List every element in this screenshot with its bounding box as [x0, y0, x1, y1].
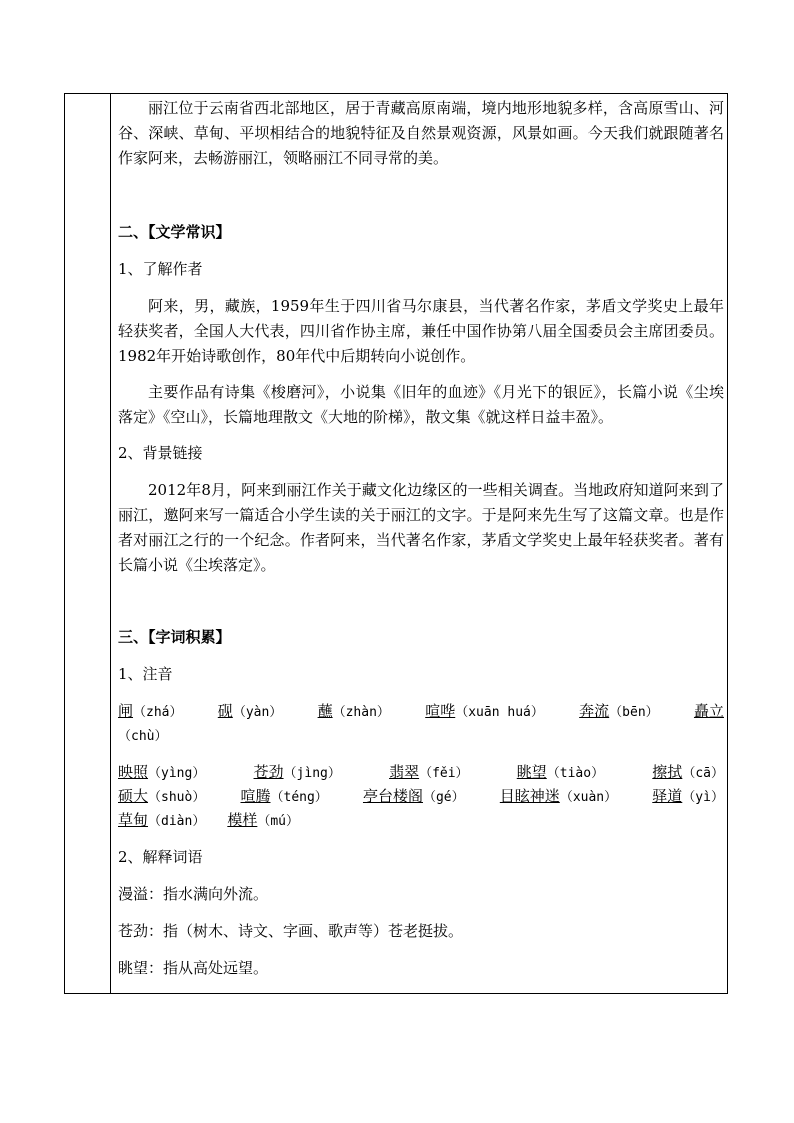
vocab-item: [254, 760, 341, 786]
section2-heading: 二、【文学常识】: [118, 223, 231, 241]
vocab-word: 翡翠: [389, 763, 420, 781]
section2-sub1: 1、了解作者: [118, 260, 203, 278]
vocab-item: [363, 784, 465, 810]
section3-sub1: 1、注音: [118, 665, 173, 683]
background-paragraph: 2012年8月，阿来到丽江作关于藏文化边缘区的一些相关调查。当地政府知道阿来到了丽江，邀阿来写一篇适合小学生读的关于丽江的文字。于是阿来先生写了这篇文章。也是作者对丽江之行的一个纪念。作者阿来，当代著名作家，茅盾文学奖史上最年轻获奖者。著有长篇小说《尘埃落定》。: [118, 481, 724, 574]
vocab-word: 模样: [227, 811, 258, 829]
vocab-word: 眺望: [516, 763, 547, 781]
vocab-word: 硕大: [118, 787, 149, 805]
vocab-pinyin: （cā）: [682, 766, 724, 781]
vocab-item: [118, 699, 183, 725]
vocab-item: [517, 760, 604, 786]
vocab-pinyin: （xuàn）: [559, 790, 618, 805]
section3-heading: 三、【字词积累】: [118, 628, 231, 646]
vocab-pinyin: （shuò）: [148, 790, 206, 805]
intro-paragraph: 丽江位于云南省西北部地区，居于青藏高原南端，境内地形地貌多样，含高原雪山、河谷、深峡、草甸、平坝相结合的地貌特征及自然景观资源，风景如画。今天我们就跟随著名作家阿来，去畅游丽江，领略丽江不同寻常的美。: [118, 99, 724, 167]
vocab-item: [579, 699, 659, 725]
vocab-item: [118, 784, 205, 810]
vocab-pinyin: （tiào）: [546, 766, 605, 781]
vocab-pinyin: （zhá）: [133, 705, 183, 720]
vocab-pinyin: （jìng）: [283, 766, 341, 781]
vocab-pinyin: （bēn）: [609, 705, 659, 720]
vocab-item: [500, 784, 617, 810]
pinyin-row-1: [118, 699, 724, 725]
vocab-pinyin: （yàn）: [232, 705, 283, 720]
vocab-word: 亭台楼阁: [362, 787, 423, 805]
vocab-word: 目眩神迷: [499, 787, 560, 805]
vocab-item: [425, 699, 544, 725]
vocab-pinyin: （fěi）: [419, 766, 469, 781]
vocab-pinyin: （téng）: [270, 790, 328, 805]
vocab-word: 喧腾: [240, 787, 271, 805]
vocab-word: 苍劲: [253, 763, 284, 781]
definition-2: 苍劲：指（树木、诗文、字画、歌声等）苍老挺拔。: [118, 922, 464, 940]
vocab-item: [318, 699, 390, 725]
vocab-pinyin: （zhàn）: [332, 705, 390, 720]
vocab-item: [694, 699, 724, 725]
pinyin-row-3: [118, 784, 724, 810]
vocab-item: [227, 808, 299, 834]
vocab-word: 砚: [217, 702, 233, 720]
vocab-word: 驿道: [652, 787, 683, 805]
section3-sub2: 2、解释词语: [118, 848, 203, 866]
vocab-item: [652, 760, 724, 786]
left-column: [65, 94, 111, 993]
vocab-pinyin: （gé）: [422, 790, 465, 805]
vocab-item: [389, 760, 469, 786]
vocab-word: 蘸: [317, 702, 333, 720]
definition-3: 眺望：指从高处远望。: [118, 959, 269, 977]
vocab-item: [218, 699, 283, 725]
pinyin-row-4: [118, 808, 724, 834]
pinyin-row-2: [118, 760, 724, 786]
vocab-item: [118, 808, 205, 834]
vocab-word: 擦拭: [652, 763, 683, 781]
vocab-pinyin: （yì）: [682, 790, 724, 805]
vocab-word: 矗立: [693, 702, 724, 720]
definition-1: 漫溢：指水满向外流。: [118, 885, 269, 903]
vocab-pinyin: （diàn）: [148, 814, 206, 829]
vocab-word: 喧哗: [425, 702, 456, 720]
vocab-pinyin: （mú）: [257, 814, 299, 829]
author-paragraph-1: 阿来，男，藏族，1959年生于四川省马尔康县，当代著名作家，茅盾文学奖史上最年轻获奖者，全国人大代表，四川省作协主席，兼任中国作协第八届全国委员会主席团委员。1982年开始诗歌创作，80年代中后期转向小说创作。: [118, 297, 724, 365]
vocab-item: [240, 784, 327, 810]
vocab-item: [118, 760, 205, 786]
vocab-pinyin: （xuān huá）: [455, 705, 544, 720]
section2-sub2: 2、背景链接: [118, 444, 203, 462]
vocab-pinyin: （yìng）: [148, 766, 206, 781]
vocab-item: [652, 784, 724, 810]
vocab-word: 草甸: [118, 811, 149, 829]
author-paragraph-2: 主要作品有诗集《梭磨河》，小说集《旧年的血迹》《月光下的银匠》，长篇小说《尘埃落定》《空山》，长篇地理散文《大地的阶梯》，散文集《就这样日益丰盈》。: [118, 383, 724, 426]
vocab-word: 奔流: [579, 702, 610, 720]
vocab-word: 闸: [118, 702, 134, 720]
vocab-word: 映照: [118, 763, 149, 781]
pinyin-row-1-wrap: （chù）: [118, 729, 168, 744]
